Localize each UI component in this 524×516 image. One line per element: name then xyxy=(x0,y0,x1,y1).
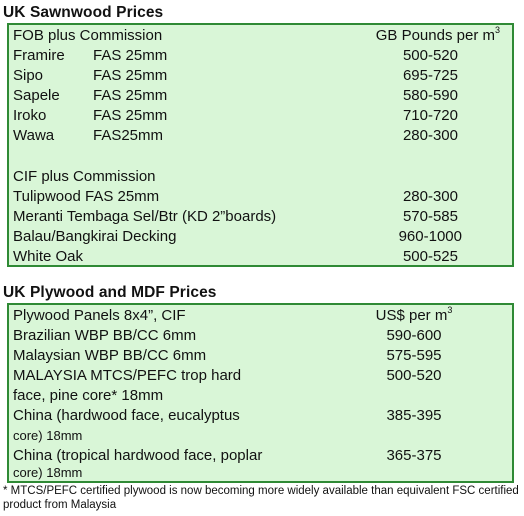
table-row xyxy=(9,326,512,346)
sawnwood-title: UK Sawnwood Prices xyxy=(3,4,164,21)
table-row xyxy=(9,207,512,227)
table-row xyxy=(9,346,512,366)
product-name: Malaysian WBP BB/CC 6mm xyxy=(13,347,207,364)
table-row xyxy=(9,366,512,386)
product-name-line2: core) 18mm xyxy=(13,428,83,443)
product-name: China (tropical hardwood face, poplar xyxy=(13,447,263,464)
grade: FAS 25mm xyxy=(93,47,168,64)
sawnwood-header-row xyxy=(9,26,512,46)
price: 575-595 xyxy=(386,347,442,364)
table-row-continuation xyxy=(9,386,512,406)
table-row xyxy=(9,106,512,126)
table-row-continuation xyxy=(9,463,512,483)
grade: FAS 25mm xyxy=(93,87,168,104)
product-name: MALAYSIA MTCS/PEFC trop hard xyxy=(13,367,242,384)
species-name: Meranti Tembaga Sel/Btr (KD 2”boards) xyxy=(13,208,277,225)
species-name: White Oak xyxy=(13,248,84,265)
table-row xyxy=(9,46,512,66)
price: 695-725 xyxy=(402,67,458,84)
table-row xyxy=(9,227,512,247)
species-name: Sipo xyxy=(13,67,44,84)
price: 570-585 xyxy=(402,208,458,225)
grade: FAS25mm xyxy=(93,127,164,144)
table-row xyxy=(9,247,512,267)
plywood-header-row xyxy=(9,306,512,326)
plywood-unit: US$ per $m^3$ xyxy=(375,305,453,324)
table-row xyxy=(9,406,512,426)
plywood-header-label: Plywood Panels 8x4”, CIF xyxy=(13,307,186,324)
fob-label: FOB plus Commission xyxy=(13,27,163,44)
sawnwood-unit: GB Pounds per $m^3$ xyxy=(375,25,500,44)
product-name: China (hardwood face, eucalyptus xyxy=(13,407,240,424)
footnote: * MTCS/PEFC certified plywood is now becoming more widely available than equivalent FSC certified product from Malaysia xyxy=(3,485,519,511)
species-name: Iroko xyxy=(13,107,47,124)
species-name: Wawa xyxy=(13,127,55,144)
grade: FAS 25mm xyxy=(93,67,168,84)
table-row xyxy=(9,187,512,207)
cif-header-row xyxy=(9,167,512,187)
product-name-line2: core) 18mm xyxy=(13,465,83,480)
cif-label: CIF plus Commission xyxy=(13,168,156,185)
price: 280-300 xyxy=(402,127,458,144)
product-name-line2: face, pine core* 18mm xyxy=(13,387,164,404)
sawnwood-table xyxy=(7,23,514,267)
plywood-title: UK Plywood and MDF Prices xyxy=(3,284,217,301)
product-name: Brazilian WBP BB/CC 6mm xyxy=(13,327,197,344)
price: 280-300 xyxy=(402,188,458,205)
plywood-table xyxy=(7,303,514,483)
table-row xyxy=(9,86,512,106)
price: 580-590 xyxy=(402,87,458,104)
price: 500-520 xyxy=(386,367,442,384)
price: 385-395 xyxy=(386,407,442,424)
price: 500-520 xyxy=(402,47,458,64)
species-name: Sapele xyxy=(13,87,60,104)
price: 500-525 xyxy=(402,248,458,265)
grade: FAS 25mm xyxy=(93,107,168,124)
species-name: Balau/Bangkirai Decking xyxy=(13,228,177,245)
table-row xyxy=(9,126,512,146)
table-row-continuation xyxy=(9,426,512,446)
price: 365-375 xyxy=(386,447,442,464)
species-name: Tulipwood FAS 25mm xyxy=(13,188,160,205)
price: 590-600 xyxy=(386,327,442,344)
price: 960-1000 xyxy=(398,228,462,245)
price: 710-720 xyxy=(402,107,458,124)
species-name: Framire xyxy=(13,47,65,64)
table-row xyxy=(9,66,512,86)
